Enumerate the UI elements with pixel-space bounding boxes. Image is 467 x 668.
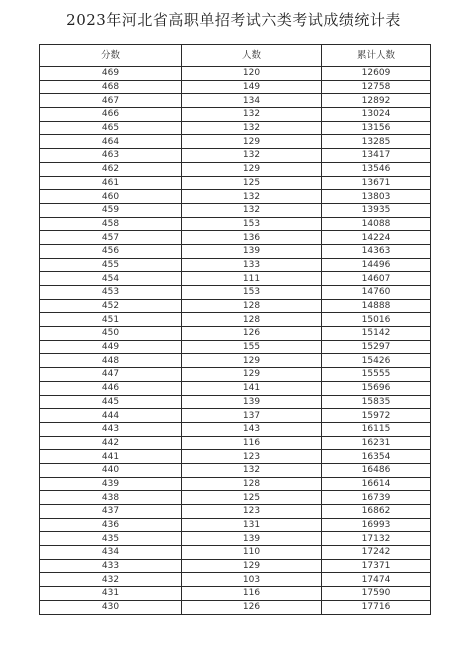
cumulative-count-cell: 15555 — [322, 368, 431, 382]
count-cell: 155 — [182, 340, 322, 354]
score-cell: 467 — [40, 94, 182, 108]
score-cell: 435 — [40, 532, 182, 546]
table-row — [40, 368, 431, 382]
cumulative-count-cell: 15696 — [322, 381, 431, 395]
cumulative-count-cell: 16739 — [322, 491, 431, 505]
count-cell: 149 — [182, 80, 322, 94]
cumulative-count-cell: 12892 — [322, 94, 431, 108]
count-cell: 136 — [182, 231, 322, 245]
count-cell: 132 — [182, 190, 322, 204]
table-row — [40, 381, 431, 395]
table-row — [40, 327, 431, 341]
score-cell: 468 — [40, 80, 182, 94]
score-cell: 442 — [40, 436, 182, 450]
score-cell: 466 — [40, 108, 182, 122]
table-row — [40, 422, 431, 436]
count-cell: 128 — [182, 313, 322, 327]
cumulative-count-cell: 16115 — [322, 422, 431, 436]
score-cell: 454 — [40, 272, 182, 286]
score-cell: 469 — [40, 67, 182, 81]
table-row — [40, 190, 431, 204]
cumulative-count-cell: 17371 — [322, 559, 431, 573]
cumulative-count-cell: 17474 — [322, 573, 431, 587]
cumulative-count-cell: 16486 — [322, 463, 431, 477]
count-cell: 129 — [182, 354, 322, 368]
count-cell: 132 — [182, 463, 322, 477]
score-cell: 447 — [40, 368, 182, 382]
table-row — [40, 532, 431, 546]
table-row — [40, 203, 431, 217]
cumulative-count-cell: 14088 — [322, 217, 431, 231]
table-row — [40, 340, 431, 354]
count-cell: 132 — [182, 108, 322, 122]
score-cell: 449 — [40, 340, 182, 354]
table-row — [40, 67, 431, 81]
cumulative-count-cell: 14224 — [322, 231, 431, 245]
count-cell: 139 — [182, 244, 322, 258]
count-cell: 131 — [182, 518, 322, 532]
cumulative-count-cell: 13417 — [322, 149, 431, 163]
count-cell: 128 — [182, 299, 322, 313]
table-row — [40, 80, 431, 94]
count-cell: 126 — [182, 327, 322, 341]
score-cell: 464 — [40, 135, 182, 149]
score-cell: 444 — [40, 409, 182, 423]
cumulative-count-cell: 16231 — [322, 436, 431, 450]
count-cell: 141 — [182, 381, 322, 395]
cumulative-count-cell: 15016 — [322, 313, 431, 327]
score-cell: 443 — [40, 422, 182, 436]
table-row — [40, 176, 431, 190]
score-cell: 445 — [40, 395, 182, 409]
score-cell: 465 — [40, 121, 182, 135]
count-cell: 129 — [182, 559, 322, 573]
cumulative-count-cell: 15426 — [322, 354, 431, 368]
score-cell: 437 — [40, 505, 182, 519]
cumulative-count-cell: 17590 — [322, 587, 431, 601]
table-row — [40, 436, 431, 450]
cumulative-count-cell: 13285 — [322, 135, 431, 149]
count-cell: 133 — [182, 258, 322, 272]
cumulative-count-cell: 14888 — [322, 299, 431, 313]
score-cell: 441 — [40, 450, 182, 464]
count-cell: 132 — [182, 121, 322, 135]
table-row — [40, 286, 431, 300]
cumulative-count-cell: 17242 — [322, 546, 431, 560]
score-cell: 434 — [40, 546, 182, 560]
count-cell: 137 — [182, 409, 322, 423]
cumulative-count-cell: 15972 — [322, 409, 431, 423]
score-cell: 448 — [40, 354, 182, 368]
score-cell: 440 — [40, 463, 182, 477]
score-cell: 452 — [40, 299, 182, 313]
cumulative-count-cell: 14760 — [322, 286, 431, 300]
score-cell: 431 — [40, 587, 182, 601]
cumulative-count-cell: 12758 — [322, 80, 431, 94]
table-row — [40, 299, 431, 313]
table-row — [40, 587, 431, 601]
cumulative-count-cell: 15142 — [322, 327, 431, 341]
table-row — [40, 108, 431, 122]
score-cell: 461 — [40, 176, 182, 190]
table-row — [40, 121, 431, 135]
table-row — [40, 313, 431, 327]
table-row — [40, 518, 431, 532]
table-row — [40, 231, 431, 245]
table-row — [40, 395, 431, 409]
count-cell: 125 — [182, 491, 322, 505]
cumulative-count-cell: 13803 — [322, 190, 431, 204]
count-cell: 129 — [182, 162, 322, 176]
score-cell: 460 — [40, 190, 182, 204]
count-cell: 110 — [182, 546, 322, 560]
score-cell: 433 — [40, 559, 182, 573]
score-statistics-table — [39, 44, 431, 615]
score-cell: 438 — [40, 491, 182, 505]
count-cell: 125 — [182, 176, 322, 190]
score-cell: 451 — [40, 313, 182, 327]
cumulative-count-cell: 17716 — [322, 600, 431, 614]
cumulative-count-cell: 15835 — [322, 395, 431, 409]
table-row — [40, 258, 431, 272]
column-header-score: 分数 — [40, 45, 182, 67]
cumulative-count-cell: 14496 — [322, 258, 431, 272]
table-row — [40, 135, 431, 149]
score-cell: 446 — [40, 381, 182, 395]
count-cell: 139 — [182, 395, 322, 409]
cumulative-count-cell: 12609 — [322, 67, 431, 81]
count-cell: 153 — [182, 286, 322, 300]
count-cell: 111 — [182, 272, 322, 286]
table-row — [40, 463, 431, 477]
cumulative-count-cell: 16614 — [322, 477, 431, 491]
score-cell: 436 — [40, 518, 182, 532]
page-title: 2023年河北省高职单招考试六类考试成绩统计表 — [66, 11, 401, 29]
table-row — [40, 272, 431, 286]
table-row — [40, 600, 431, 614]
score-cell: 453 — [40, 286, 182, 300]
table-row — [40, 505, 431, 519]
count-cell: 153 — [182, 217, 322, 231]
table-row — [40, 477, 431, 491]
count-cell: 129 — [182, 368, 322, 382]
score-cell: 458 — [40, 217, 182, 231]
table-row — [40, 491, 431, 505]
score-cell: 432 — [40, 573, 182, 587]
cumulative-count-cell: 15297 — [322, 340, 431, 354]
cumulative-count-cell: 13024 — [322, 108, 431, 122]
cumulative-count-cell: 16993 — [322, 518, 431, 532]
table-row — [40, 354, 431, 368]
count-cell: 134 — [182, 94, 322, 108]
table-row — [40, 450, 431, 464]
count-cell: 129 — [182, 135, 322, 149]
count-cell: 126 — [182, 600, 322, 614]
score-cell: 450 — [40, 327, 182, 341]
column-header-count: 人数 — [182, 45, 322, 67]
table-row — [40, 409, 431, 423]
table-row — [40, 217, 431, 231]
score-cell: 455 — [40, 258, 182, 272]
count-cell: 123 — [182, 450, 322, 464]
table-row — [40, 162, 431, 176]
count-cell: 123 — [182, 505, 322, 519]
table-row — [40, 573, 431, 587]
score-cell: 462 — [40, 162, 182, 176]
count-cell: 132 — [182, 149, 322, 163]
cumulative-count-cell: 13935 — [322, 203, 431, 217]
cumulative-count-cell: 13671 — [322, 176, 431, 190]
score-cell: 430 — [40, 600, 182, 614]
table-row — [40, 94, 431, 108]
cumulative-count-cell: 16354 — [322, 450, 431, 464]
table-row — [40, 559, 431, 573]
count-cell: 120 — [182, 67, 322, 81]
count-cell: 143 — [182, 422, 322, 436]
cumulative-count-cell: 13546 — [322, 162, 431, 176]
count-cell: 116 — [182, 587, 322, 601]
count-cell: 139 — [182, 532, 322, 546]
score-cell: 463 — [40, 149, 182, 163]
cumulative-count-cell: 17132 — [322, 532, 431, 546]
table-row — [40, 244, 431, 258]
count-cell: 128 — [182, 477, 322, 491]
table-row — [40, 546, 431, 560]
cumulative-count-cell: 16862 — [322, 505, 431, 519]
column-header-cumulative: 累计人数 — [322, 45, 431, 67]
cumulative-count-cell: 14363 — [322, 244, 431, 258]
score-cell: 459 — [40, 203, 182, 217]
cumulative-count-cell: 13156 — [322, 121, 431, 135]
table-header-row — [40, 45, 431, 67]
score-cell: 456 — [40, 244, 182, 258]
table-row — [40, 149, 431, 163]
count-cell: 132 — [182, 203, 322, 217]
score-cell: 457 — [40, 231, 182, 245]
count-cell: 116 — [182, 436, 322, 450]
count-cell: 103 — [182, 573, 322, 587]
cumulative-count-cell: 14607 — [322, 272, 431, 286]
score-cell: 439 — [40, 477, 182, 491]
table-body — [40, 67, 431, 615]
